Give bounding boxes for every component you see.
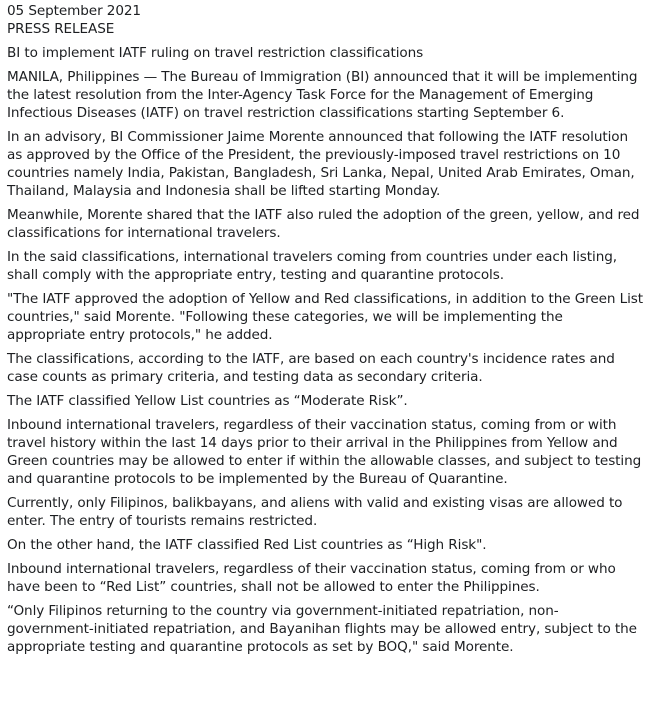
- paragraph: MANILA, Philippines — The Bureau of Immigration (BI) announced that it will be implementing the latest resolution from the Inter-Agency Task Force for the Management of Emerging Infectious Diseases (IATF) on travel restriction classifications starting September 6.: [7, 69, 638, 121]
- release-label: PRESS RELEASE: [7, 21, 115, 37]
- paragraph: In the said classifications, international travelers coming from countries under each listing, shall comply with the appropriate entry, testing and quarantine protocols.: [7, 249, 617, 283]
- paragraph: Inbound international travelers, regardless of their vaccination status, coming from or who have been to “Red List” countries, shall not be allowed to enter the Philippines.: [7, 561, 616, 595]
- paragraph: Inbound international travelers, regardless of their vaccination status, coming from or with travel history within the last 14 days prior to their arrival in the Philippines from Yellow and Green countries may be allowed to enter if within the allowable classes, and subject to testing and quarantine protocols to be implemented by the Bureau of Quarantine.: [7, 417, 642, 487]
- paragraph: On the other hand, the IATF classified Red List countries as “High Risk".: [7, 537, 487, 553]
- paragraph: “Only Filipinos returning to the country via government-initiated repatriation, non-government-initiated repatriation, and Bayanihan flights may be allowed entry, subject to the appropriate testing and quarantine protocols as set by BOQ," said Morente.: [7, 603, 637, 655]
- press-release-document: [7, 2, 643, 662]
- release-date: 05 September 2021: [7, 3, 141, 19]
- paragraph: Meanwhile, Morente shared that the IATF also ruled the adoption of the green, yellow, and red classifications for international travelers.: [7, 207, 640, 241]
- paragraph: "The IATF approved the adoption of Yellow and Red classifications, in addition to the Green List countries," said Morente. "Following these categories, we will be implementing the appropriate entry protocols," he added.: [7, 291, 643, 343]
- paragraph: In an advisory, BI Commissioner Jaime Morente announced that following the IATF resolution as approved by the Office of the President, the previously-imposed travel restrictions on 10 countries namely India, Pakistan, Bangladesh, Sri Lanka, Nepal, United Arab Emirates, Oman, Thailand, Malaysia and Indonesia shall be lifted starting Monday.: [7, 129, 635, 199]
- paragraph: Currently, only Filipinos, balikbayans, and aliens with valid and existing visas are allowed to enter. The entry of tourists remains restricted.: [7, 495, 623, 529]
- paragraph: The classifications, according to the IATF, are based on each country's incidence rates and case counts as primary criteria, and testing data as secondary criteria.: [7, 351, 615, 385]
- press-release-header: [7, 2, 643, 38]
- headline: BI to implement IATF ruling on travel restriction classifications: [7, 45, 424, 61]
- paragraph: The IATF classified Yellow List countries as “Moderate Risk”.: [7, 393, 408, 409]
